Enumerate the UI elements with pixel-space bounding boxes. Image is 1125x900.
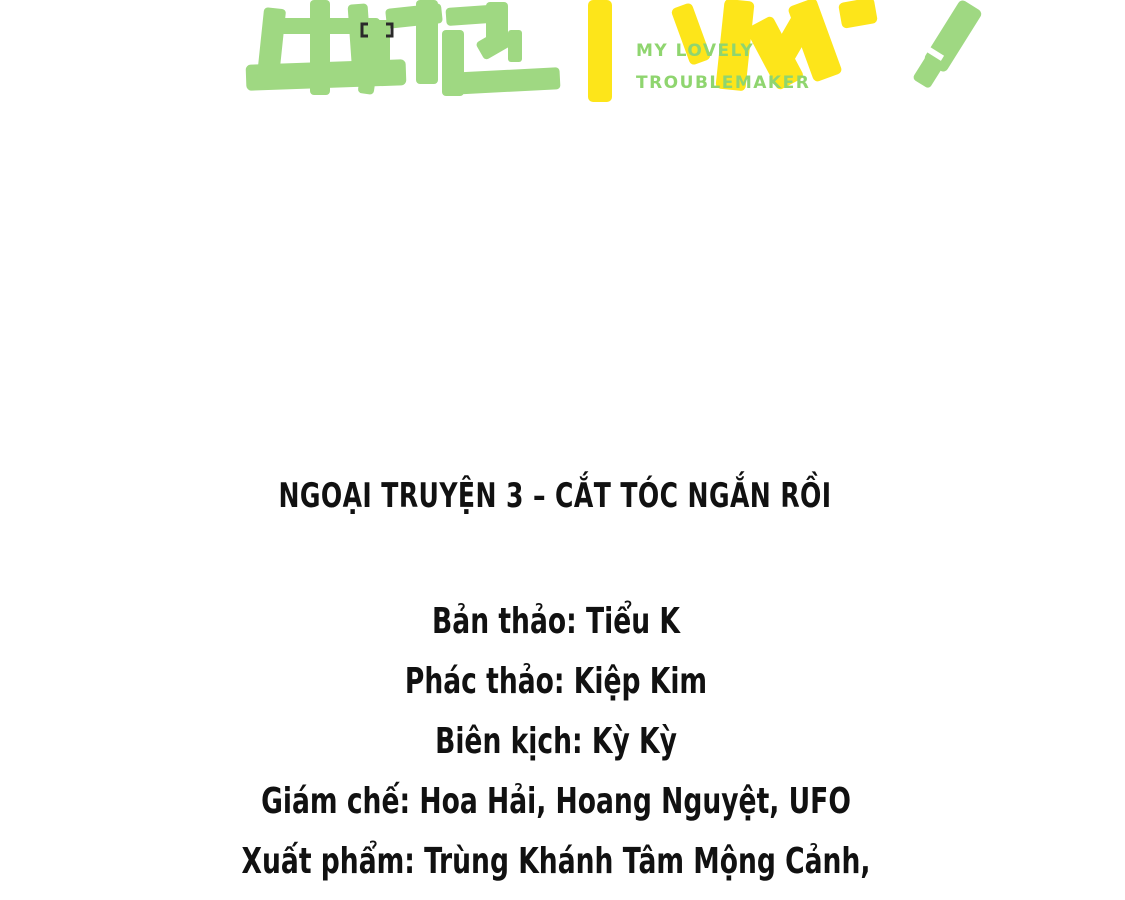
credit-draft: Bản thảo: Tiểu K	[432, 601, 680, 642]
credit-supervisor: Giám chế: Hoa Hải, Hoang Nguyệt, UFO	[261, 781, 851, 822]
credits-block	[0, 592, 1112, 892]
credit-producer: Xuất phẩm: Trùng Khánh Tâm Mộng Cảnh,	[241, 841, 871, 882]
logo-subtitle-line2: TROUBLEMAKER	[636, 73, 811, 93]
credit-sketch: Phác thảo: Kiệp Kim	[404, 661, 708, 702]
series-logo	[240, 0, 1000, 110]
credit-screenwriter: Biên kịch: Kỳ Kỳ	[435, 721, 677, 762]
chapter-title: NGOẠI TRUYỆN 3 – CẮT TÓC NGẮN RỒI	[278, 476, 832, 516]
logo-subtitle-line1: MY LOVELY	[636, 41, 755, 61]
logo-artwork	[240, 0, 1000, 110]
